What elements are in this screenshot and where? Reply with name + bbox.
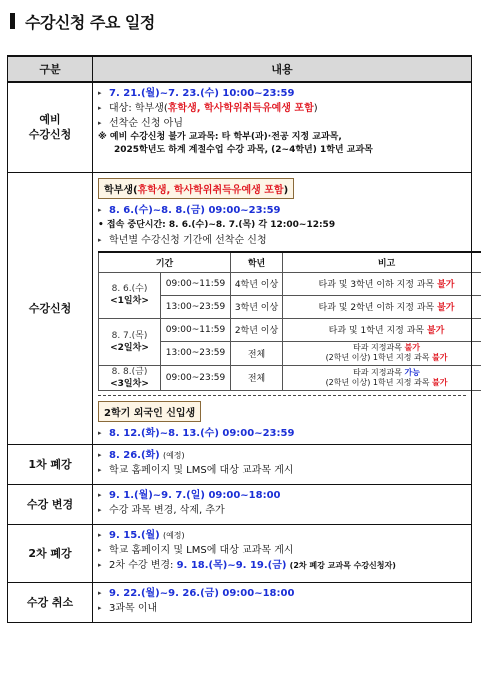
day1-time-1: 09:00~11:59 xyxy=(161,272,231,295)
bullet-triangle-icon: ▸ xyxy=(98,104,102,112)
sub-header-period: 기간 xyxy=(99,252,231,273)
row-registration xyxy=(8,172,472,444)
prereg-note: ※ 예비 수강신청 불가 교과목: 타 학부(과)·전공 지정 교과목, 2025학년도 하계 계절수업 수강 과목, (2~4학년) 1학년 교과목 xyxy=(98,132,373,155)
bullet-triangle-icon: ▸ xyxy=(98,428,102,437)
category-cancel2: 2차 폐강 xyxy=(8,524,93,582)
day1-time-2: 13:00~23:59 xyxy=(161,295,231,318)
category-prereg: 예비 수강신청 xyxy=(8,82,93,172)
category-cancel1: 1차 폐강 xyxy=(8,444,93,484)
day2-grade-2: 전체 xyxy=(231,341,283,365)
cancel2-desc: 학교 홈페이지 및 LMS에 대상 교과목 게시 xyxy=(109,544,294,556)
change-date: 9. 1.(월)~9. 7.(일) 09:00~18:00 xyxy=(109,489,281,501)
bullet-triangle-icon: ▸ xyxy=(98,450,102,459)
schedule-table xyxy=(7,55,472,623)
prereg-date: 7. 21.(월)~7. 23.(수) 10:00~23:59 xyxy=(109,88,295,99)
row-withdraw xyxy=(8,582,472,622)
bullet-triangle-icon: ▸ xyxy=(98,603,102,612)
day3-time: 09:00~23:59 xyxy=(161,365,231,390)
day2-remark-2: 타과 지정과목 불가 (2학년 이상) 1학년 지정 과목 불가 xyxy=(283,341,481,365)
table-row xyxy=(99,318,481,341)
day1-remark-1: 타과 및 3학년 이하 지정 과목 불가 xyxy=(283,272,481,295)
day3-remark: 타과 지정과목 가능 (2학년 이상) 1학년 지정 과목 불가 xyxy=(283,365,481,390)
category-registration: 수강신청 xyxy=(8,172,93,444)
bullet-triangle-icon: ▸ xyxy=(98,235,102,244)
bullet-triangle-icon: ▸ xyxy=(98,465,102,474)
bullet-triangle-icon: ▸ xyxy=(98,505,102,514)
day3-grade: 전체 xyxy=(231,365,283,390)
content-cancel2 xyxy=(93,524,472,582)
cancel1-date: 8. 26.(화) xyxy=(109,449,160,461)
foreign-date: 8. 12.(화)~8. 13.(수) 09:00~23:59 xyxy=(109,427,295,439)
day1-period: 8. 6.(수) <1일차> xyxy=(99,272,161,318)
row-change xyxy=(8,484,472,524)
day1-grade-2: 3학년 이상 xyxy=(231,295,283,318)
cancel1-tag: (예정) xyxy=(162,450,185,460)
undergrad-badge: 학부생(휴학생, 학사학위취득유예생 포함) xyxy=(98,178,294,199)
dashed-divider xyxy=(98,395,466,396)
registration-subtable xyxy=(98,251,481,391)
header-content: 내용 xyxy=(93,56,472,82)
row-cancel2 xyxy=(8,524,472,582)
day1-remark-2: 타과 및 2학년 이하 지정 과목 불가 xyxy=(283,295,481,318)
bullet-triangle-icon: ▸ xyxy=(98,89,102,97)
title-bar-icon xyxy=(10,13,15,29)
day2-period: 8. 7.(목) <2일차> xyxy=(99,318,161,365)
bullet-triangle-icon: ▸ xyxy=(98,530,102,539)
header-category: 구분 xyxy=(8,56,93,82)
content-change xyxy=(93,484,472,524)
bullet-triangle-icon: ▸ xyxy=(98,588,102,597)
withdraw-date: 9. 22.(월)~9. 26.(금) 09:00~18:00 xyxy=(109,587,295,599)
category-change: 수강 변경 xyxy=(8,484,93,524)
prereg-first-come: 선착순 신청 아님 xyxy=(109,118,183,129)
day1-grade-1: 4학년 이상 xyxy=(231,272,283,295)
cancel1-desc: 학교 홈페이지 및 LMS에 대상 교과목 게시 xyxy=(109,464,294,476)
day2-time-1: 09:00~11:59 xyxy=(161,318,231,341)
bullet-triangle-icon: ▸ xyxy=(98,560,102,569)
prereg-target: 대상: 학부생(휴학생, 학사학위취득유예생 포함) xyxy=(109,103,318,114)
row-cancel1 xyxy=(8,444,472,484)
bullet-triangle-icon: ▸ xyxy=(98,119,102,127)
sub-header-remark: 비고 xyxy=(283,252,481,273)
content-withdraw xyxy=(93,582,472,622)
day2-time-2: 13:00~23:59 xyxy=(161,341,231,365)
reg-downtime: • 접속 중단시간: 8. 6.(수)~8. 7.(목) 각 12:00~12:59 xyxy=(98,219,336,230)
day3-period: 8. 8.(금) <3일차> xyxy=(99,365,161,390)
table-row xyxy=(99,365,481,390)
table-header-row xyxy=(8,56,472,82)
page-title-text: 수강신청 주요 일정 xyxy=(25,12,155,32)
table-row xyxy=(99,272,481,295)
foreign-badge: 2학기 외국인 신입생 xyxy=(98,401,201,422)
bullet-triangle-icon: ▸ xyxy=(98,205,102,214)
category-withdraw: 수강 취소 xyxy=(8,582,93,622)
content-cancel1 xyxy=(93,444,472,484)
content-prereg xyxy=(93,82,472,172)
page-title xyxy=(10,6,155,36)
withdraw-desc: 3과목 이내 xyxy=(109,602,158,614)
cancel2-tag: (예정) xyxy=(162,530,185,540)
day2-grade-1: 2학년 이상 xyxy=(231,318,283,341)
bullet-triangle-icon: ▸ xyxy=(98,490,102,499)
sub-header-grade: 학년 xyxy=(231,252,283,273)
cancel2-change: 2차 수강 변경: 9. 18.(목)~9. 19.(금) (2차 폐강 교과목 수강신청자) xyxy=(109,559,396,571)
subtable-header-row xyxy=(99,252,481,273)
reg-date: 8. 6.(수)~8. 8.(금) 09:00~23:59 xyxy=(109,204,281,216)
bullet-triangle-icon: ▸ xyxy=(98,545,102,554)
row-prereg xyxy=(8,82,472,172)
content-registration xyxy=(93,172,472,444)
day2-remark-1: 타과 및 1학년 지정 과목 불가 xyxy=(283,318,481,341)
cancel2-date: 9. 15.(월) xyxy=(109,529,160,541)
change-desc: 수강 과목 변경, 삭제, 추가 xyxy=(109,504,225,516)
reg-by-grade: 학년별 수강신청 기간에 선착순 신청 xyxy=(109,234,267,246)
